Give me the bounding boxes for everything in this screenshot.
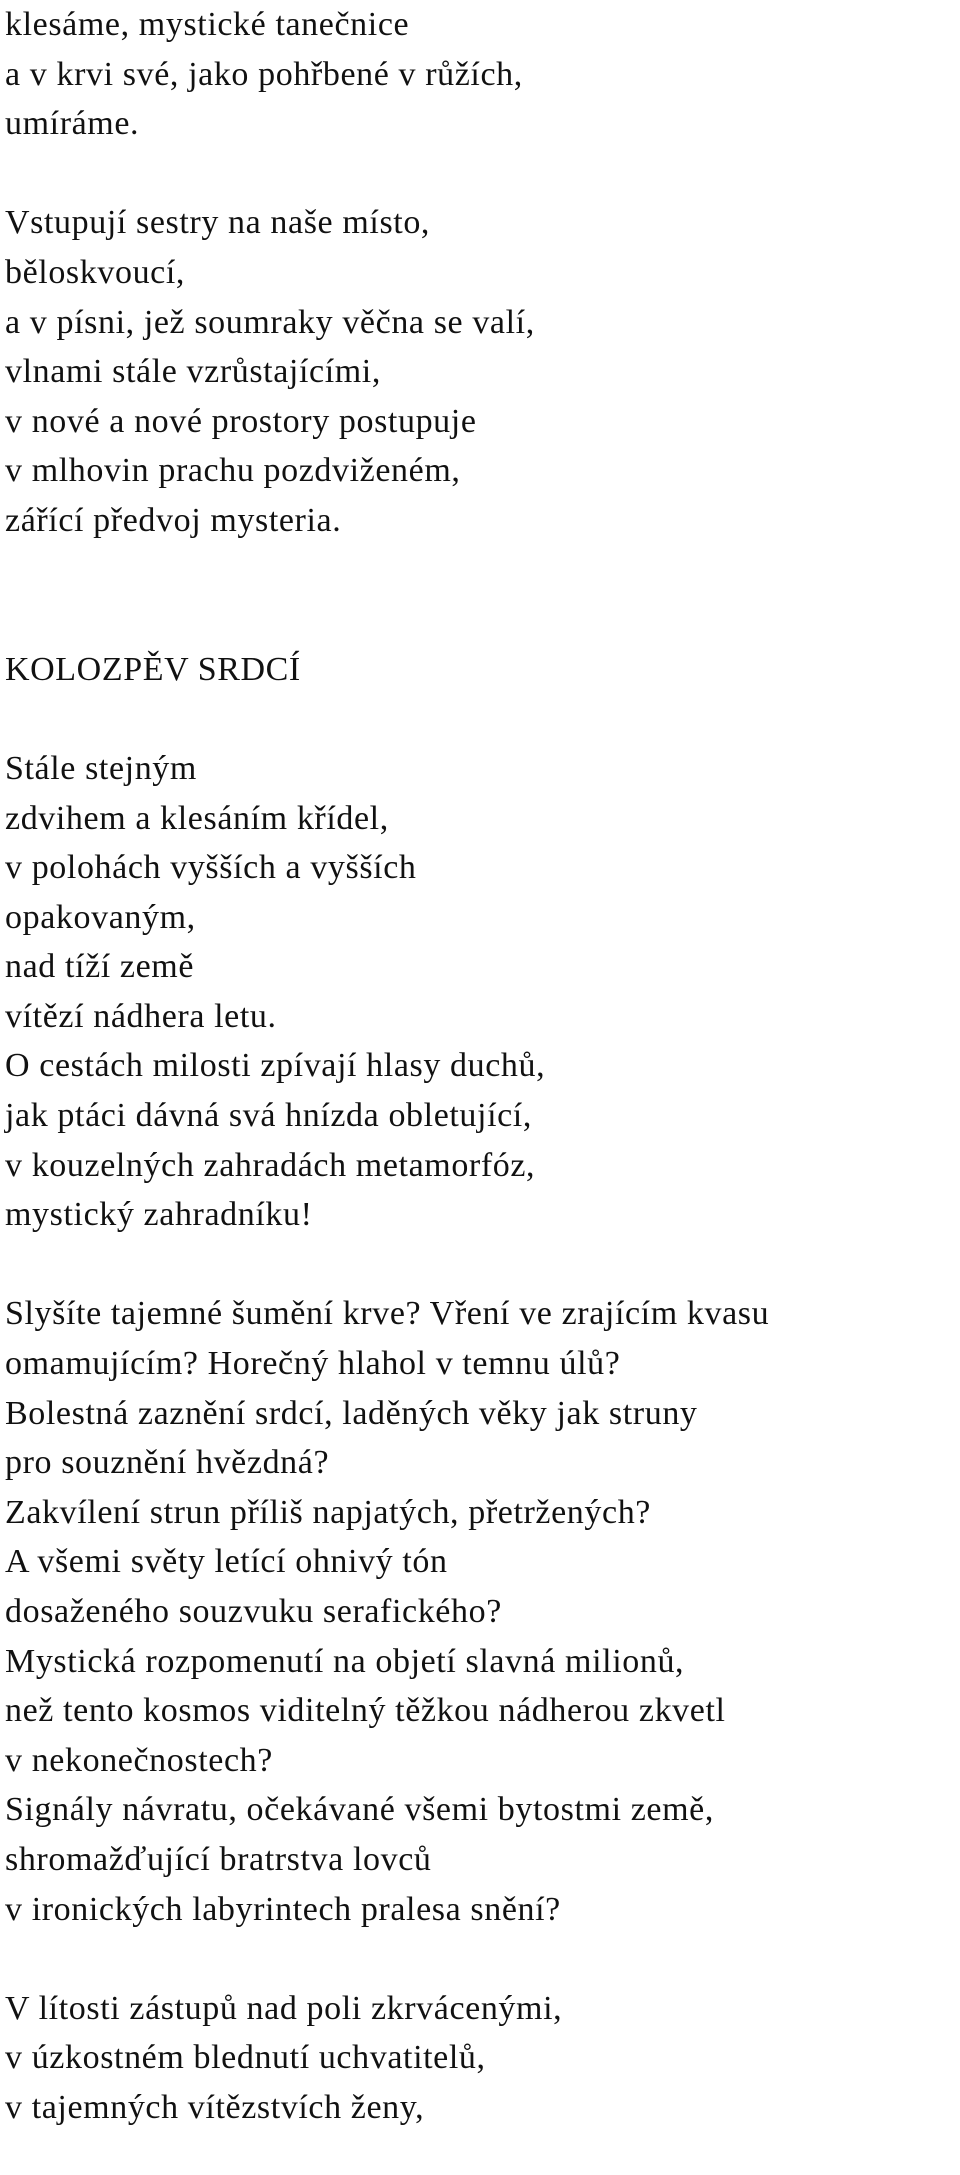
verse-line: opakovaným, xyxy=(5,898,196,936)
stanza-gap xyxy=(5,149,955,199)
verse-line: v nové a nové prostory postupuje xyxy=(5,402,477,440)
verse-line: jak ptáci dávná svá hnízda obletující, xyxy=(5,1097,532,1135)
verse-line: a v písni, jež soumraky věčna se valí, xyxy=(5,303,535,341)
poem-title: KOLOZPĚV SRDCÍ xyxy=(5,650,301,688)
verse-line: klesáme, mystické tanečnice xyxy=(5,6,410,43)
verse-line: Signály návratu, očekávané všemi bytostmi země, xyxy=(5,1791,714,1829)
verse-line: než tento kosmos viditelný těžkou nádherou zkvetl xyxy=(5,1692,726,1730)
verse-line: vítězí nádhera letu. xyxy=(5,997,277,1035)
verse-line: V lítosti zástupů nad poli zkrvácenými, xyxy=(5,1989,563,2027)
stanza-poem1-second xyxy=(5,198,955,545)
verse-line: Bolestná zaznění srdcí, laděných věky jak struny xyxy=(5,1394,698,1432)
verse-line: v tajemných vítězstvích ženy, xyxy=(5,2088,425,2126)
verse-line: mystický zahradníku! xyxy=(5,1196,313,1234)
verse-line: zdvihem a klesáním křídel, xyxy=(5,799,389,837)
verse-line: A všemi světy letící ohnivý tón xyxy=(5,1543,448,1581)
verse-line: nad tíží země xyxy=(5,948,195,986)
verse-line: O cestách milosti zpívají hlasy duchů, xyxy=(5,1047,546,1085)
stanza-gap xyxy=(5,694,955,744)
verse-line: zářící předvoj mysteria. xyxy=(5,501,342,539)
verse-line: v mlhovin prachu pozdviženém, xyxy=(5,452,461,490)
verse-line: dosaženého souzvuku serafického? xyxy=(5,1593,502,1630)
stanza-gap xyxy=(5,1240,955,1290)
verse-line: umíráme. xyxy=(5,105,140,143)
verse-line: v polohách vyšších a vyšších xyxy=(5,849,417,887)
verse-line: a v krvi své, jako pohřbené v růžích, xyxy=(5,55,523,93)
section-gap xyxy=(5,546,955,645)
stanza-poem1-ending xyxy=(5,0,955,149)
verse-line: v nekonečnostech? xyxy=(5,1741,273,1779)
verse-line: Vstupují sestry na naše místo, xyxy=(5,204,431,242)
verse-line: omamujícím? Horečný hlahol v temnu úlů? xyxy=(5,1345,621,1383)
verse-line: Slyšíte tajemné šumění krve? Vření ve zrajícím kvasu xyxy=(5,1295,770,1333)
stanza-poem2-second xyxy=(5,1289,955,1934)
verse-line: v ironických labyrintech pralesa snění? xyxy=(5,1890,561,1928)
verse-line: běloskvoucí, xyxy=(5,253,186,291)
stanza-gap xyxy=(5,1934,955,1984)
verse-line: v úzkostném blednutí uchvatitelů, xyxy=(5,2039,486,2077)
stanza-poem2-third xyxy=(5,1984,955,2133)
verse-line: Mystická rozpomenutí na objetí slavná milionů, xyxy=(5,1642,685,1680)
verse-line: Zakvílení strun příliš napjatých, přetržených? xyxy=(5,1493,651,1531)
poem-page xyxy=(5,0,955,2133)
verse-line: vlnami stále vzrůstajícími, xyxy=(5,353,381,391)
verse-line: shromažďující bratrstva lovců xyxy=(5,1840,432,1878)
verse-line: pro souznění hvězdná? xyxy=(5,1444,330,1482)
verse-line: Stále stejným xyxy=(5,749,197,787)
stanza-poem2-first xyxy=(5,744,955,1240)
verse-line: v kouzelných zahradách metamorfóz, xyxy=(5,1146,536,1184)
